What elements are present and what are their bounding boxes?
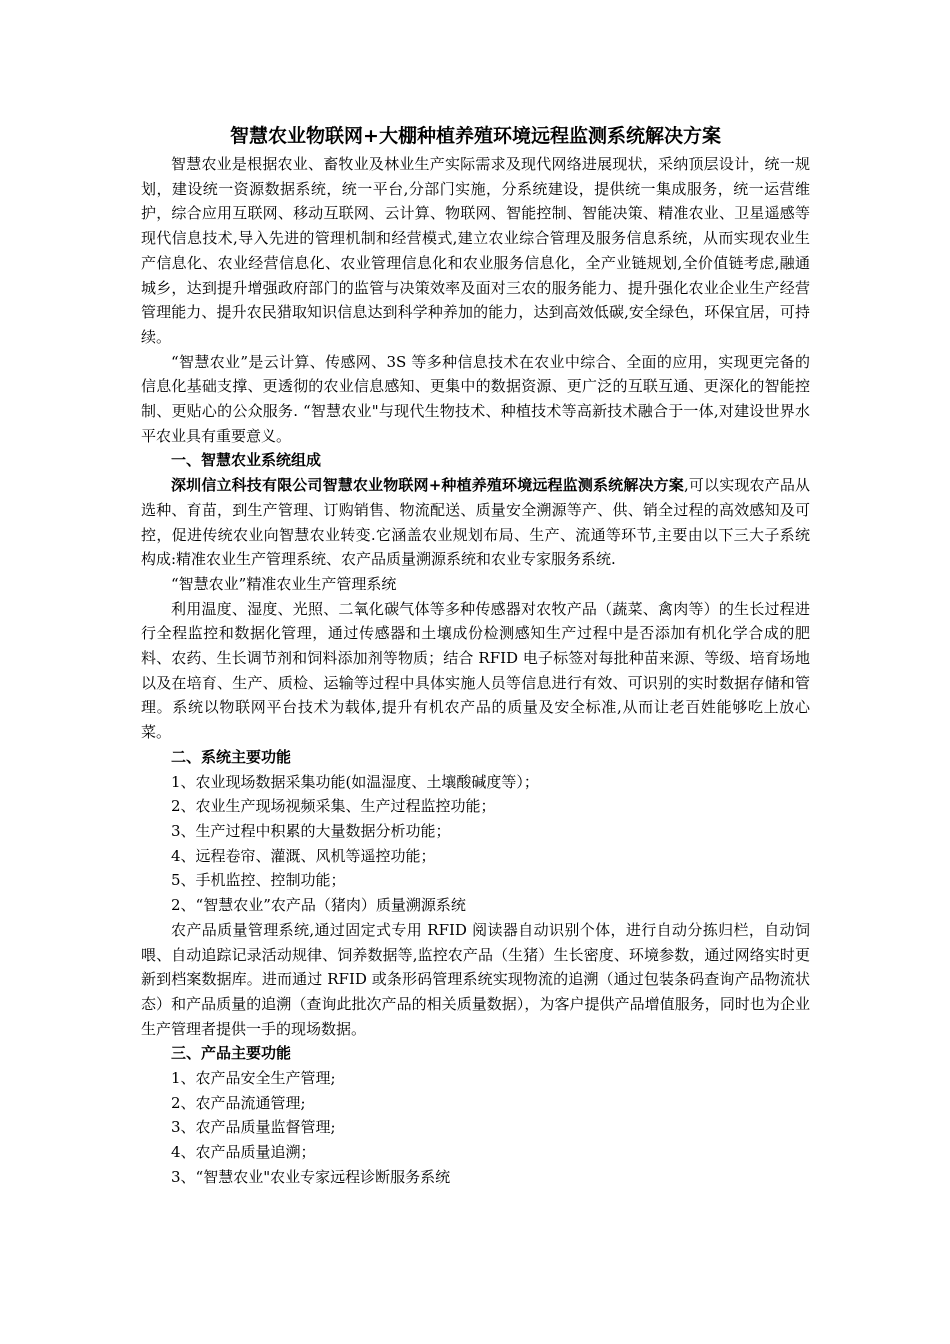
document-title: 智慧农业物联网+大棚种植养殖环境远程监测系统解决方案 <box>230 125 721 147</box>
list-item: 2、农业生产现场视频采集、生产过程监控功能； <box>171 797 496 816</box>
section3-heading: 三、产品主要功能 <box>171 1044 292 1063</box>
section1-paragraph-1 <box>141 473 810 572</box>
list-item: 4、远程卷帘、灌溉、风机等遥控功能； <box>171 846 436 865</box>
intro-paragraph-2: “智慧农业”是云计算、传感网、3S 等多种信息技术在农业中综合、全面的应用，实现更完备的信息化基础支撑、更透彻的农业信息感知、更集中的数据资源、更广泛的互联互通、更深化的智能控制、更贴心的公众服务. “智慧农业"与现代生物技术、种植技术等高新技术融合于一体,对建设世界水平农业具有重要意义。 <box>141 352 810 445</box>
list-item: 2、农产品流通管理; <box>171 1093 306 1112</box>
section2-heading: 二、系统主要功能 <box>171 747 292 766</box>
section1-paragraph-2: 利用温度、湿度、光照、二氧化碳气体等多种传感器对农牧产品（蔬菜、禽肉等）的生长过程进行全程监控和数据化管理，通过传感器和土壤成份检测感知生产过程中是否添加有机化学合成的肥料、农药、生长调节剂和饲料添加剂等物质；结合 RFID 电子标签对每批种苗来源、等级、培育场地以及在培育、生产、质检、运输等过程中具体实施人员等信息进行有效、可识别的实时数据存储和管理。系统以物联网平台技术为载体,提升有机农产品的质量及安全标准,从而让老百姓能够吃上放心菜。 <box>141 599 810 742</box>
list-item: 1、农产品安全生产管理; <box>171 1069 336 1088</box>
section2-paragraph-1: 农产品质量管理系统,通过固定式专用 RFID 阅读器自动识别个体，进行自动分拣归栏，自动饲喂、自动追踪记录活动规律、饲养数据等,监控农产品（生猪）生长密度、环境参数，通过网络实时更新到档案数据库。进而通过 RFID 或条形码管理系统实现物流的追溯（通过包装条码查询产品物流状态）和产品质量的追溯（查询此批次产品的相关质量数据），为客户提供产品增值服务，同时也为企业生产管理者提供一手的现场数据。 <box>141 920 810 1038</box>
section3-subtitle: 3、“智慧农业"农业专家远程诊断服务系统 <box>171 1167 451 1186</box>
list-item: 4、农产品质量追溯； <box>171 1143 316 1162</box>
document-page <box>141 120 810 1190</box>
section2-subtitle: 2、“智慧农业”农产品（猪肉）质量溯源系统 <box>171 896 466 915</box>
list-item: 3、农产品质量监督管理; <box>171 1118 336 1137</box>
section1-paragraph-1-rest: ,可以实现农产品从选种、育苗，到生产管理、订购销售、物流配送、质量安全溯源等产、供、销全过程的高效感知及可控，促进传统农业向智慧农业转变.它涵盖农业规划布局、生产、流通等环节,主要由以下三大子系统构成:精准农业生产管理系统、农产品质量溯源系统和农业专家服务系统. <box>141 476 810 569</box>
company-solution-name: 深圳信立科技有限公司智慧农业物联网+种植养殖环境远程监测系统解决方案 <box>171 476 684 495</box>
list-item: 3、生产过程中积累的大量数据分析功能； <box>171 821 451 840</box>
intro-paragraph-1: 智慧农业是根据农业、畜牧业及林业生产实际需求及现代网络进展现状，采纳顶层设计，统一规划，建设统一资源数据系统，统一平台,分部门实施，分系统建设，提供统一集成服务，统一运营维护，综合应用互联网、移动互联网、云计算、物联网、智能控制、智能决策、精准农业、卫星遥感等现代信息技术,导入先进的管理机制和经营模式,建立农业综合管理及服务信息系统，从而实现农业生产信息化、农业经营信息化、农业管理信息化和农业服务信息化，全产业链规划,全价值链考虑,融通城乡，达到提升增强政府部门的监管与决策效率及面对三农的服务能力、提升强化农业企业生产经营管理能力、提升农民猎取知识信息达到科学种养加的能力，达到高效低碳,安全绿色，环保宜居，可持续。 <box>141 155 810 346</box>
list-item: 1、农业现场数据采集功能(如温湿度、土壤酸碱度等）； <box>171 772 539 791</box>
section1-heading: 一、智慧农业系统组成 <box>171 451 322 470</box>
list-item: 5、手机监控、控制功能； <box>171 871 346 890</box>
section1-subtitle: “智慧农业”精准农业生产管理系统 <box>171 574 397 593</box>
